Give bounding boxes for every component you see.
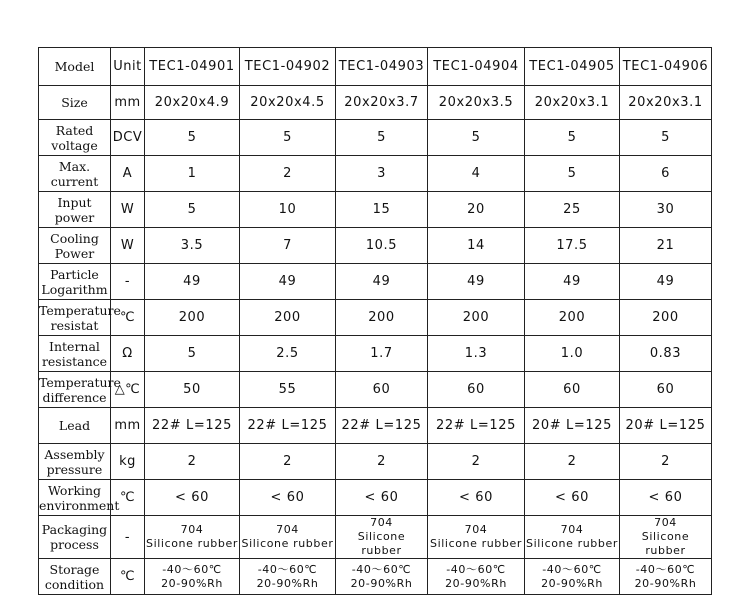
- table-cell: 55: [240, 372, 336, 408]
- table-row: [39, 408, 712, 444]
- table-cell: 21: [620, 228, 712, 264]
- table-cell: 20x20x4.5: [240, 86, 336, 120]
- spec-table-body: [39, 48, 712, 595]
- table-cell: 0.83: [620, 336, 712, 372]
- row-label-line: power: [54, 209, 95, 225]
- spec-table: [38, 47, 712, 595]
- row-label-line: Size: [61, 95, 88, 110]
- table-row: [39, 156, 712, 192]
- row-label-line: condition: [44, 576, 105, 592]
- table-cell-line: Silicone rubber: [641, 530, 690, 557]
- table-cell-line: -40～60℃: [351, 562, 412, 576]
- row-label: [39, 264, 111, 300]
- row-unit: A: [111, 156, 145, 192]
- row-label-line: Packaging: [41, 522, 108, 537]
- table-cell: 6: [620, 156, 712, 192]
- table-cell: 5: [145, 192, 240, 228]
- row-label-line: Particle: [50, 266, 99, 282]
- table-cell: 25: [525, 192, 620, 228]
- table-row: [39, 228, 712, 264]
- table-cell: [620, 516, 712, 559]
- row-label-line: Working: [47, 482, 102, 498]
- row-label: [39, 444, 111, 480]
- table-cell: 20: [428, 192, 525, 228]
- table-cell: 20# L=125: [620, 408, 712, 444]
- table-cell: < 60: [525, 480, 620, 516]
- table-cell: 49: [240, 264, 336, 300]
- row-label-line: difference: [42, 389, 107, 405]
- header-model-name: TEC1-04903: [336, 48, 428, 86]
- table-cell: 20x20x3.5: [428, 86, 525, 120]
- table-cell-line: 20-90%Rh: [541, 576, 603, 590]
- row-label-line: Temperature: [39, 302, 121, 318]
- header-model-name: TEC1-04901: [145, 48, 240, 86]
- row-label-line: Storage: [49, 561, 100, 577]
- table-cell: [428, 516, 525, 559]
- table-cell: 17.5: [525, 228, 620, 264]
- row-label-line: Cooling: [50, 230, 99, 246]
- row-label-line: current: [50, 173, 99, 189]
- row-label-line: voltage: [51, 137, 98, 153]
- table-header-row: [39, 48, 712, 86]
- table-cell: 1.0: [525, 336, 620, 372]
- table-row: [39, 120, 712, 156]
- table-cell: 200: [145, 300, 240, 336]
- row-unit: W: [111, 192, 145, 228]
- row-unit: ℃: [111, 559, 145, 595]
- row-label-line: Logarithm: [41, 281, 108, 297]
- row-label-line: Power: [54, 245, 95, 261]
- row-unit: W: [111, 228, 145, 264]
- table-cell: 20x20x3.1: [620, 86, 712, 120]
- table-cell-line: -40～60℃: [446, 562, 506, 576]
- table-cell: 22# L=125: [145, 408, 240, 444]
- row-label-line: resistance: [41, 353, 108, 369]
- table-row: [39, 86, 712, 120]
- table-cell-line: 20-90%Rh: [445, 576, 507, 590]
- table-cell: [240, 559, 336, 595]
- table-cell: 49: [145, 264, 240, 300]
- table-cell: 22# L=125: [240, 408, 336, 444]
- table-cell-line: -40～60℃: [257, 562, 318, 576]
- table-cell: 2.5: [240, 336, 336, 372]
- table-cell-line: Silicone rubber: [241, 537, 334, 550]
- table-cell: < 60: [428, 480, 525, 516]
- row-label: [39, 480, 120, 516]
- table-cell: 10: [240, 192, 336, 228]
- row-unit: DCV: [111, 120, 145, 156]
- row-label-line: environment: [39, 497, 120, 513]
- table-cell: [240, 516, 336, 559]
- table-cell: 1: [145, 156, 240, 192]
- table-cell-line: 704: [370, 516, 393, 529]
- table-cell: 60: [336, 372, 428, 408]
- table-row: [39, 444, 712, 480]
- table-row: [39, 264, 712, 300]
- header-model-name: TEC1-04905: [525, 48, 620, 86]
- table-cell: 200: [620, 300, 712, 336]
- table-cell: [525, 559, 620, 595]
- row-label: [39, 120, 111, 156]
- table-cell: 20x20x4.9: [145, 86, 240, 120]
- row-unit: mm: [111, 86, 145, 120]
- row-label: [39, 336, 111, 372]
- table-cell: 2: [336, 444, 428, 480]
- table-cell: [145, 516, 240, 559]
- row-label: [39, 516, 111, 559]
- table-cell-line: -40～60℃: [542, 562, 602, 576]
- table-cell-line: 704: [276, 523, 299, 536]
- table-cell: 49: [336, 264, 428, 300]
- table-cell-line: 704: [654, 516, 677, 529]
- table-cell-line: 704: [464, 523, 488, 536]
- table-cell: 7: [240, 228, 336, 264]
- row-unit: △℃: [111, 372, 145, 408]
- table-row: [39, 192, 712, 228]
- header-model-name: TEC1-04902: [240, 48, 336, 86]
- row-unit: kg: [111, 444, 145, 480]
- table-cell: 22# L=125: [336, 408, 428, 444]
- header-model-name: TEC1-04906: [620, 48, 712, 86]
- table-cell: 200: [240, 300, 336, 336]
- table-row: [39, 516, 712, 559]
- row-label: [39, 372, 121, 408]
- row-label-line: pressure: [46, 461, 103, 477]
- table-cell: 5: [525, 156, 620, 192]
- table-cell-line: 20-90%Rh: [161, 576, 223, 590]
- table-row: [39, 336, 712, 372]
- table-cell: 60: [620, 372, 712, 408]
- row-unit: ℃: [111, 300, 145, 336]
- row-label-line: Rated: [55, 122, 94, 138]
- table-cell: 2: [240, 444, 336, 480]
- table-cell: 3: [336, 156, 428, 192]
- table-cell-line: Silicone rubber: [357, 530, 406, 557]
- table-cell: 5: [525, 120, 620, 156]
- table-cell: 30: [620, 192, 712, 228]
- row-unit: Ω: [111, 336, 145, 372]
- row-label: [39, 192, 111, 228]
- row-label: [39, 156, 111, 192]
- table-cell: < 60: [240, 480, 336, 516]
- row-label-line: resistat: [50, 317, 99, 333]
- table-cell: 49: [620, 264, 712, 300]
- table-cell: 2: [525, 444, 620, 480]
- row-label: [39, 300, 121, 336]
- table-cell: 200: [428, 300, 525, 336]
- table-cell: 50: [145, 372, 240, 408]
- table-cell: 49: [428, 264, 525, 300]
- table-cell: 3.5: [145, 228, 240, 264]
- table-cell: 200: [336, 300, 428, 336]
- table-cell: < 60: [620, 480, 712, 516]
- table-cell: 20x20x3.1: [525, 86, 620, 120]
- table-cell: [336, 516, 428, 559]
- table-cell: 200: [525, 300, 620, 336]
- table-cell: 60: [428, 372, 525, 408]
- table-cell-line: 704: [180, 523, 204, 536]
- table-cell: 14: [428, 228, 525, 264]
- table-cell: 1.3: [428, 336, 525, 372]
- table-cell: 2: [240, 156, 336, 192]
- row-label-line: process: [50, 537, 99, 552]
- header-model-name: TEC1-04904: [428, 48, 525, 86]
- table-cell-line: Silicone rubber: [430, 537, 522, 550]
- row-unit: mm: [111, 408, 145, 444]
- table-cell: 2: [428, 444, 525, 480]
- table-cell: 5: [428, 120, 525, 156]
- table-cell: 4: [428, 156, 525, 192]
- table-cell: [620, 559, 712, 595]
- table-cell-line: Silicone rubber: [146, 537, 238, 550]
- row-unit: -: [111, 264, 145, 300]
- table-cell: 22# L=125: [428, 408, 525, 444]
- table-cell: 20# L=125: [525, 408, 620, 444]
- table-row: [39, 372, 712, 408]
- table-cell-line: 20-90%Rh: [634, 576, 697, 590]
- table-cell: 5: [336, 120, 428, 156]
- row-label-line: Temperature: [39, 374, 121, 390]
- row-label-line: Lead: [58, 418, 91, 433]
- row-unit: -: [111, 516, 145, 559]
- header-unit-label: Unit: [111, 48, 145, 86]
- table-cell: 2: [145, 444, 240, 480]
- header-model-label: Model: [39, 48, 111, 86]
- table-cell: [428, 559, 525, 595]
- table-row: [39, 559, 712, 595]
- row-label-line: Internal: [49, 338, 100, 354]
- table-cell: 5: [145, 336, 240, 372]
- table-cell-line: 20-90%Rh: [350, 576, 413, 590]
- table-cell: 5: [620, 120, 712, 156]
- row-label: [39, 559, 111, 595]
- table-cell: [145, 559, 240, 595]
- table-cell-line: 20-90%Rh: [256, 576, 319, 590]
- table-cell-line: Silicone rubber: [526, 537, 618, 550]
- table-cell: < 60: [145, 480, 240, 516]
- row-label-line: Input: [57, 194, 92, 210]
- row-label: [39, 86, 111, 120]
- row-label-line: Max.: [58, 158, 91, 174]
- table-row: [39, 480, 712, 516]
- table-cell: < 60: [336, 480, 428, 516]
- table-cell: [336, 559, 428, 595]
- table-cell: 5: [145, 120, 240, 156]
- table-cell: 5: [240, 120, 336, 156]
- table-cell: 2: [620, 444, 712, 480]
- table-cell-line: -40～60℃: [635, 562, 696, 576]
- row-unit: ℃: [111, 480, 145, 516]
- table-cell-line: -40～60℃: [162, 562, 222, 576]
- table-cell: 15: [336, 192, 428, 228]
- table-cell-line: 704: [560, 523, 584, 536]
- table-cell: 20x20x3.7: [336, 86, 428, 120]
- row-label: [39, 228, 111, 264]
- row-label: [39, 408, 111, 444]
- table-cell: [525, 516, 620, 559]
- table-cell: 1.7: [336, 336, 428, 372]
- row-label-line: Assembly: [44, 446, 105, 462]
- table-row: [39, 300, 712, 336]
- table-cell: 10.5: [336, 228, 428, 264]
- table-cell: 60: [525, 372, 620, 408]
- table-cell: 49: [525, 264, 620, 300]
